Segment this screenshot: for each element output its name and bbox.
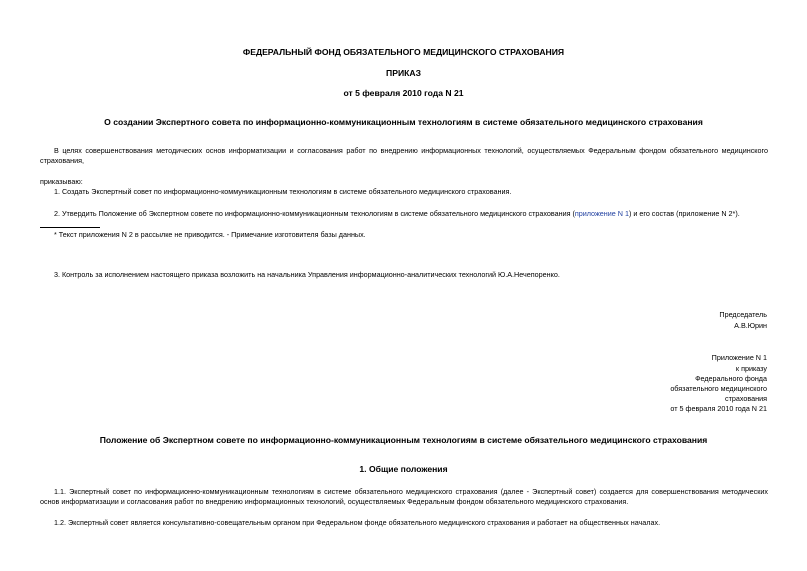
preamble: В целях совершенствования методических основ информатизации и согласования работ по внедрению информационных технологий, осуществляемых Федеральным фондом обязательного медицинского страхования, bbox=[40, 146, 768, 165]
item-2-text-after: ) и его состав (приложение N 2*). bbox=[628, 209, 740, 218]
footnote: * Текст приложения N 2 в рассылке не приводится. - Примечание изготовителя базы данных. bbox=[54, 230, 366, 239]
item-1: 1. Создать Экспертный совет по информационно-коммуникационным технологиям в системе обязательного медицинского страхования. bbox=[54, 187, 512, 196]
paragraph-1-2: 1.2. Экспертный совет является консультативно-совещательным органом при Федеральном фонде обязательного медицинского страхования и работает на общественных началах. bbox=[54, 518, 661, 527]
appendix-ref-line-2: к приказу bbox=[735, 364, 767, 373]
appendix-ref-line-4: обязательного медицинского bbox=[670, 384, 767, 393]
appendix-ref-line-1: Приложение N 1 bbox=[711, 353, 767, 362]
doc-date: от 5 февраля 2010 года N 21 bbox=[343, 88, 464, 98]
signature-name: А.В.Юрин bbox=[734, 321, 767, 330]
doc-subject: О создании Экспертного совета по информационно-коммуникационным технологиям в системе обязательного медицинского страхования bbox=[104, 117, 703, 127]
appendix-ref-line-3: Федерального фонда bbox=[695, 374, 767, 383]
appendix-ref-line-6: от 5 февраля 2010 года N 21 bbox=[670, 404, 767, 413]
appendix-ref-line-5: страхования bbox=[724, 394, 767, 403]
doc-type: ПРИКАЗ bbox=[386, 68, 421, 78]
org-title: ФЕДЕРАЛЬНЫЙ ФОНД ОБЯЗАТЕЛЬНОГО МЕДИЦИНСКОГО СТРАХОВАНИЯ bbox=[242, 47, 565, 57]
footnote-separator bbox=[40, 227, 100, 228]
regulation-title: Положение об Экспертном совете по информационно-коммуникационным технологиям в системе обязательного медицинского страхования bbox=[99, 435, 708, 445]
order-word: приказываю: bbox=[40, 177, 83, 186]
item-3: 3. Контроль за исполнением настоящего приказа возложить на начальника Управления информационно-аналитических технологий Ю.А.Нечепоренко. bbox=[54, 270, 560, 279]
appendix-1-link[interactable]: приложение N 1 bbox=[574, 209, 629, 218]
item-2 bbox=[54, 209, 740, 219]
signature-position: Председатель bbox=[719, 310, 767, 319]
item-2-text-before: 2. Утвердить Положение об Экспертном совете по информационно-коммуникационным технологиям в системе обязательного медицинского страхования ( bbox=[54, 209, 575, 218]
section-1-title: 1. Общие положения bbox=[359, 464, 448, 474]
paragraph-1-1: 1.1. Экспертный совет по информационно-коммуникационным технологиям в системе обязательного медицинского страхования (далее - Экспертный совет) создается для совершенствования методических основ информатизации и согласования работ по внедрению информационных технологий, осуществляемых Федеральным фондом обязательного медицинского страхования. bbox=[40, 487, 768, 506]
